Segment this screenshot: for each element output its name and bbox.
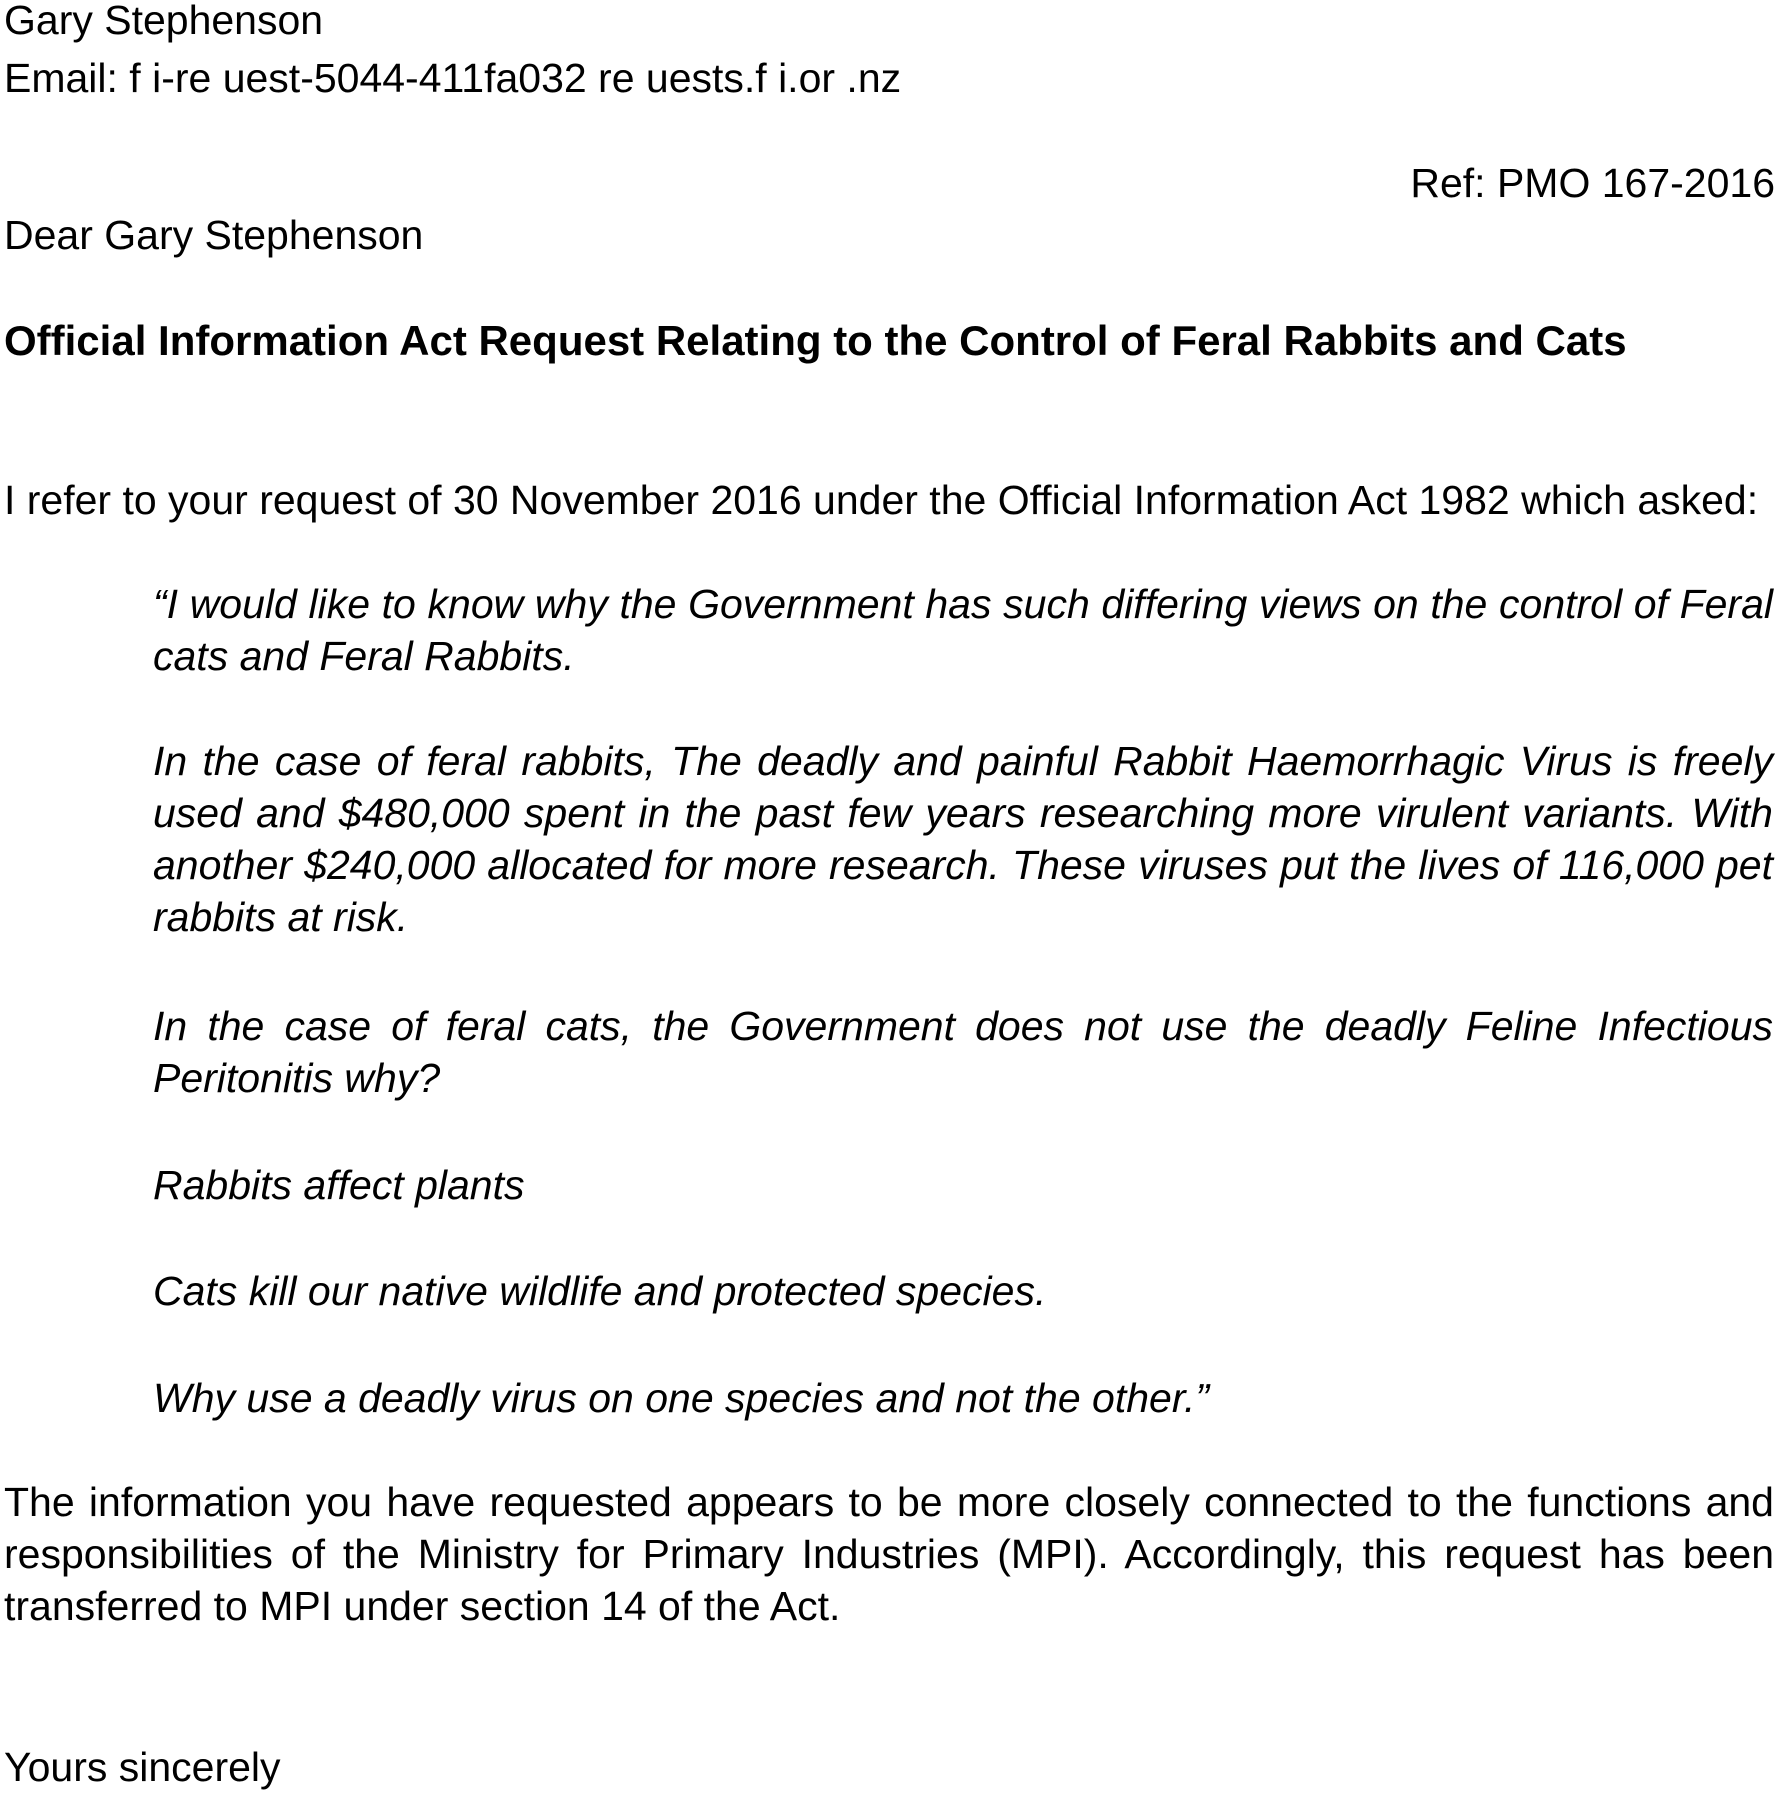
sender-name: Gary Stephenson <box>4 0 324 43</box>
closing-line: Yours sincerely <box>4 1744 281 1790</box>
quote-paragraph-1: “I would like to know why the Government has such differing views on the control of Feral cats and Feral Rabbits. <box>153 581 1773 679</box>
intro-paragraph: I refer to your request of 30 November 2016 under the Official Information Act 1982 which asked: <box>4 477 1759 523</box>
sender-email: Email: f i-re uest-5044-411fa032 re uests.f i.or .nz <box>4 55 902 101</box>
reference-number: Ref: PMO 167-2016 <box>1410 160 1775 206</box>
quote-paragraph-2: In the case of feral rabbits, The deadly and painful Rabbit Haemorrhagic Virus is freely used and $480,000 spent in the past few years researching more virulent variants. With another $240,000 allocated for more research. These viruses put the lives of 116,000 pet rabbits at risk. <box>153 738 1773 940</box>
quote-paragraph-5: Cats kill our native wildlife and protected species. <box>153 1268 1047 1314</box>
salutation: Dear Gary Stephenson <box>4 212 424 258</box>
quote-paragraph-3: In the case of feral cats, the Government does not use the deadly Feline Infectious Peritonitis why? <box>153 1003 1773 1101</box>
quote-paragraph-4: Rabbits affect plants <box>153 1162 525 1208</box>
response-paragraph: The information you have requested appears to be more closely connected to the functions and responsibilities of the Ministry for Primary Industries (MPI). Accordingly, this request has been transferred to MPI under section 14 of the Act. <box>4 1479 1774 1629</box>
quote-paragraph-6: Why use a deadly virus on one species and not the other.” <box>153 1375 1209 1421</box>
letter-subject: Official Information Act Request Relating to the Control of Feral Rabbits and Cats <box>4 317 1627 364</box>
